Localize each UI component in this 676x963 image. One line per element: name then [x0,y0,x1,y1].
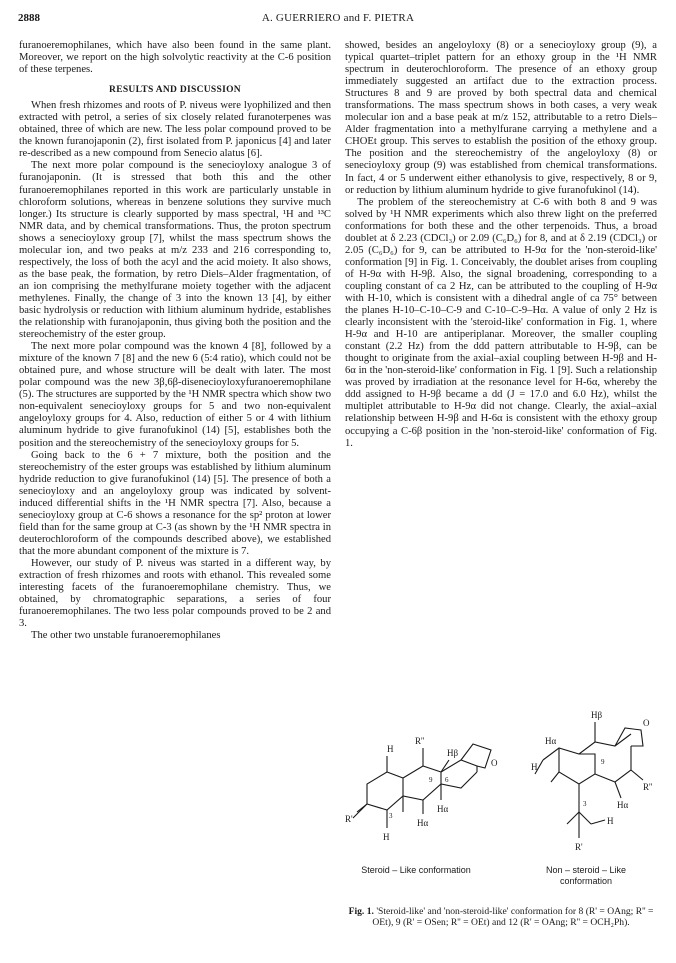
atom-label: H [383,832,390,842]
atom-label: Hβ [591,710,603,720]
atom-label: R'' [643,782,653,792]
atom-label: Hβ [447,748,459,758]
non-steroid-like-label: Non – steroid – Like conformation [545,865,627,886]
atom-label: H [387,744,394,754]
paragraph: The problem of the stereochemistry at C-6 with both 8 and 9 was solved by ¹H NMR experiments which also threw light on the preferred conformations for both these and the other terpenoids. Thus, a broad doublet at δ 2.23 (CDCl₃) or 2.09 (C₆D₆) for 8, and at δ 2.19 (CDCl₃) or 2.05 (C₆D₆) for 9, can be attributed to H-9α for the 'non-steroid-like' conformation [9] in Fig. 1. Conceivably, the doublet arises from coupling of H-9α with H-9β. Also, the signal broadening, corresponding to a coupling constant of ca 2 Hz, can be attributed to the coupling of H-9α with H-10, which is consistent with a dihedral angle of ca 75° between the planes H-10–C-10–C-9 and C-10–C-9–Hα. A value of only 2 Hz is clearly inconsistent with the 'steroid-like' conformation in Fig. 1, where H-9α and H-10 are antiperiplanar. Moreover, the smaller coupling constant (2.2 Hz) from the ddd pattern attributable to H-9β, can be thought to originate from the axial–axial coupling between H-9β and H-6α in the 'non-steroid-like' conformation in Fig. 1 [9]. Such a relationship was proved by irradiation at the resonance level for H-6α, whereby the ddd assigned to H-9β became a dd (J = 17.0 and 6.0 Hz), whilst the multiplet attributable to H-9α did not change. Clearly, the axial–axial relationship between H-9β and H-6α is consistent with the ethoxy group occupying a C-6β position in the 'non-steroid-like' conformation of Fig. 1. [345,196,657,449]
atom-label: 9 [429,776,433,784]
figure-caption [345,906,657,928]
page-header [18,12,658,28]
atom-label: Hα [545,736,557,746]
left-column [19,40,331,642]
atom-label: O [491,758,498,768]
atom-label: O [643,718,650,728]
atom-label: R'' [415,736,425,746]
figure-conformations [345,700,657,908]
atom-label: 6 [445,776,449,784]
paragraph: However, our study of P. niveus was started in a different way, by extraction of fresh rhizomes and roots with ethanol. This revealed some interesting facets of the furanoeremophilane chemistry. Thus, we obtained, by chromatographic separations, a series of four furanoeremophilanes. The two less polar compounds proved to be 2 and 3. [19,557,331,630]
paragraph: The other two unstable furanoeremophilanes [31,630,221,642]
right-column [345,40,657,450]
paragraph: furanoeremophilanes, which have also been found in the same plant. Moreover, we report on the high solvolytic reactivity at the C-6 position of these terpenes. [19,40,331,76]
conformation-structures [345,700,657,860]
page-number: 2888 [18,12,40,24]
paragraph: Going back to the 6 + 7 mixture, both the position and the stereochemistry of the ester groups was established by lithium aluminum hydride reduction to give furanofukinol (14) [5]. The presence of both a senecioyloxy and an angeloyloxy group was indicated by solvent-induced differential shifts in the ¹H NMR spectra [7]. Also, because a senecioyloxy group at C-6 shows a resonance for the sp² proton at lower field than for the same group at C-3 (as shown by the ¹H NMR spectra in deuterochloroform of the compounds described above), we established that the more abundant component of the mixture is 7. [19,449,331,557]
caption-prefix: Fig. 1. [348,906,374,917]
atom-label: Hα [437,804,449,814]
atom-label: 9 [601,758,605,766]
atom-label: Hα [617,800,629,810]
atom-label: H [607,816,614,826]
atom-label: 3 [583,800,587,808]
atom-label: R' [345,814,353,824]
paragraph: showed, besides an angeloyloxy (8) or a senecioyloxy group (9), a typical quartet–triplet pattern for an ethoxy group in the ¹H NMR spectrum in deuterochloroform. The presence of an ethoxy group immediately suggested an artifact due to the extraction process. Structures 8 and 9 are proved by both spectral data and chemical transformations. The mass spectrum shows in both cases, a very weak molecular ion and a base peak at m/z 152, attributable to a retro Diels–Alder fragmentation into a methylfurane carrying a methylene and a CHOEt group. This serves to establish the position of the ethoxy group. The position and the stereochemistry of the angeloyloxy (8) or senecioyloxy group (9) was established from chemical transformations. In fact, 4 or 5 underwent either ethanolysis to give, respectively, 8 or 9, or reduction by lithium aluminum hydride to give furanofukinol (14). [345,40,657,196]
paragraph: The next more polar compound is the senecioyloxy analogue 3 of furanojaponin. (It is stressed that both this and the other furanoeremophilanes reported in this work are particularly unstable in chloroform solutions, whereas in benzene solutions they survive much longer.) Its structure is clearly supported by mass spectral, ¹H and ¹³C NMR data, and by chemical transformations. Thus, the proton spectrum shows a senecioyloxy group [7], whilst the mass spectrum shows the molecular ion, and two peaks at m/z 233 and 216 corresponding to, respectively, the loss of both the acyl and the acid moiety. It also shows, as the base peak, the formation, by retro Diels–Alder fragmentation, of an ion comprising the methylfurane moiety together with the adjacent methylenes. Finally, the change of 3 into the known 13 [4], by either basic hydrolysis or reduction with lithium aluminum hydride, establishes the relationship with furanojaponin, thus giving both the position and the stereochemistry of the ester group. [19,160,331,341]
steroid-like-structure [353,744,491,828]
atom-labels [345,710,653,852]
paragraph: The next more polar compound was the known 4 [8], followed by a mixture of the known 7 [8] and the new 6 (5:4 ratio), which could not be obtained pure, and whose structure will be dealt with later. The most polar compound was the new 3β,6β-disenecioyloxyfuranoeremophilane (5). The structures are supported by the ¹H NMR spectra which show two non-equivalent senecioyloxy groups for 5 and two non-equivalent angeloyloxy groups for 4. Also, reduction of either 5 or 4 with lithium aluminum hydride to give furanofukinol (14) [5], establishes both the position and the stereochemistry of the senecioyloxy groups for 5. [19,341,331,449]
steroid-like-label: Steroid – Like conformation [361,865,471,875]
paragraph: When fresh rhizomes and roots of P. niveus were lyophilized and then extracted with petrol, a series of six closely related furanoterpenes was obtained, three of which are new. The less polar compound proved to be the known furanojaponin (2), first isolated from P. japonicus [4] and later re-described as a new compound from Senecio alatus [6]. [19,100,331,160]
running-title: A. GUERRIERO and F. PIETRA [261,12,415,24]
atom-label: R' [575,842,583,852]
atom-label: H [531,762,538,772]
caption-text: 'Steroid-like' and 'non-steroid-like' conformation for 8 (R' = OAng; R'' = OEt), 9 (R' = OSen; R'' = OEt) and 12 (R' = OAng; R'' = OCH₂Ph). [372,906,654,928]
section-title: RESULTS AND DISCUSSION [109,85,241,96]
atom-label: 3 [389,812,393,820]
atom-label: Hα [417,818,429,828]
